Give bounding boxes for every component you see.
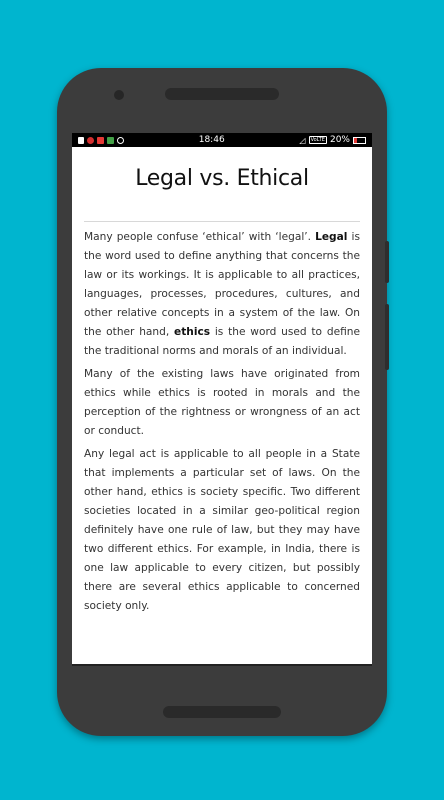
signal-icon xyxy=(78,137,84,144)
volume-button xyxy=(385,304,389,370)
p1-bold-legal: Legal xyxy=(315,231,348,243)
mute-icon: ◿ xyxy=(299,135,306,145)
paragraph-1 xyxy=(84,228,360,361)
volte-icon: VoLTE xyxy=(310,137,325,143)
paragraph-3: Any legal act is applicable to all people in a State that implements a particular set of laws. On the other hand, ethics is society specific. Two different societies located in a similar geo-political region definitely have one rule of law, but they may have two different ethics. For example, in India, there is one law applicable to every citizen, but possibly there are several ethics applicable to concerned society only. xyxy=(84,448,360,612)
status-left-icons xyxy=(78,137,124,144)
p1-text-c: is the word used to define the traditional norms and morals of an individual. xyxy=(84,326,360,357)
p1-bold-ethics: ethics xyxy=(174,326,211,338)
status-bar xyxy=(72,133,372,147)
p1-text-a: Many people confuse ‘ethical’ with ‘legal’. xyxy=(84,231,316,243)
jio-icon xyxy=(87,137,94,144)
p1-text-b: is the word used to define anything that concerns the law or its workings. It is applicable to all practices, languages, processes, procedures, cultures, and other relative concepts in a system of the law. On the other hand, xyxy=(84,231,360,338)
status-right-icons xyxy=(299,135,366,145)
paragraph-2: Many of the existing laws have originated from ethics while ethics is rooted in morals and the perception of the rightness or wrongness of an act or conduct. xyxy=(84,368,360,437)
screen-bottom-edge xyxy=(72,664,372,666)
earpiece-speaker xyxy=(165,88,279,100)
page-title: Legal vs. Ethical xyxy=(135,166,309,191)
phone-screen xyxy=(72,133,372,666)
battery-percent: 20% xyxy=(329,135,350,145)
front-camera xyxy=(114,90,124,100)
status-time: 18:46 xyxy=(198,135,225,145)
bottom-speaker xyxy=(163,706,281,718)
power-button xyxy=(385,241,389,283)
battery-icon xyxy=(353,137,366,144)
article-body xyxy=(72,222,372,616)
whatsapp-icon xyxy=(107,137,114,144)
sync-icon xyxy=(117,137,124,144)
notification-app-icon xyxy=(97,137,104,144)
